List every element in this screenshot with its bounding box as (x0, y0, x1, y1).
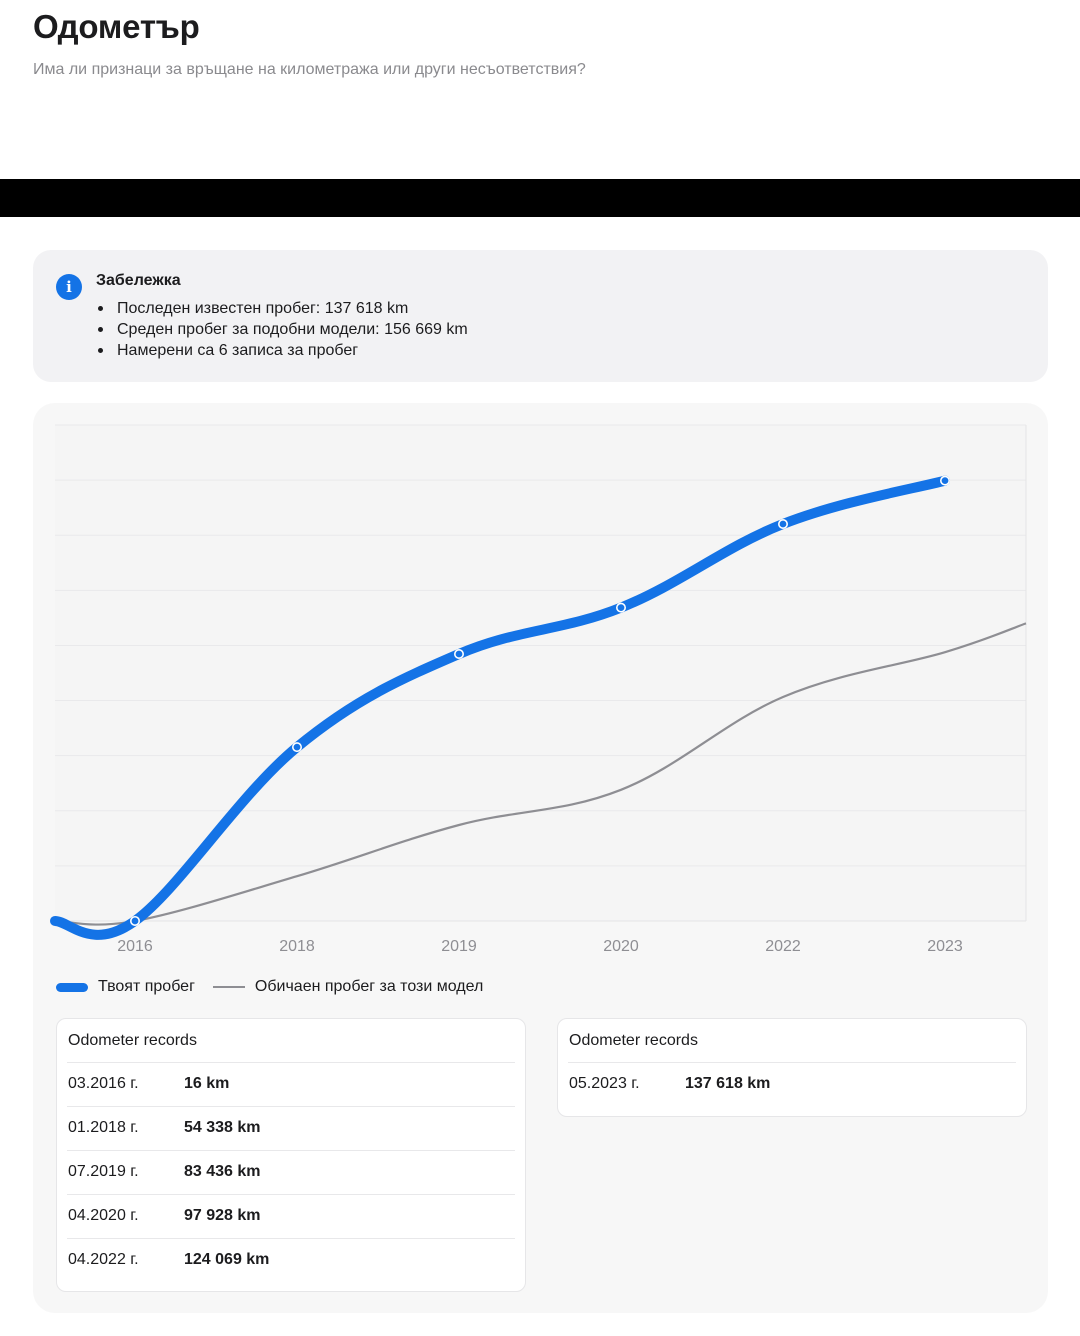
record-date: 07.2019 г. (68, 1163, 139, 1180)
record-row (67, 1062, 515, 1106)
records-title: Odometer records (569, 1032, 698, 1049)
data-point (455, 650, 463, 658)
odometer-records-right (557, 1018, 1027, 1117)
x-tick-label: 2020 (603, 938, 639, 955)
x-tick-label: 2022 (765, 938, 801, 955)
note-title: Забележка (96, 272, 181, 289)
page-subtitle: Има ли признаци за връщане на километража или други несъответствия? (33, 61, 586, 78)
data-point (779, 520, 787, 528)
records-list (568, 1062, 1016, 1106)
legend-label-typical-mileage: Обичаен пробег за този модел (254, 978, 484, 995)
x-tick-label: 2023 (927, 938, 963, 955)
legend-swatch-my-mileage (56, 983, 88, 992)
page-title: Одометър (33, 8, 200, 45)
data-point (293, 743, 301, 751)
record-km: 97 928 km (184, 1207, 261, 1224)
record-row (67, 1106, 515, 1150)
x-tick-label: 2018 (279, 938, 315, 955)
info-icon: i (56, 274, 82, 300)
record-km: 16 km (184, 1075, 230, 1092)
legend-label-my-mileage: Твоят пробег (98, 978, 195, 995)
record-date: 04.2020 г. (68, 1207, 139, 1224)
record-date: 04.2022 г. (68, 1251, 139, 1268)
record-row (67, 1150, 515, 1194)
note-item-records-count: Намерени са 6 записа за пробег (96, 340, 468, 361)
data-point (941, 476, 949, 484)
odometer-records-left (56, 1018, 526, 1292)
data-point (617, 603, 625, 611)
record-row (568, 1062, 1016, 1106)
record-date: 03.2016 г. (68, 1075, 139, 1092)
record-date: 01.2018 г. (68, 1119, 139, 1136)
record-row (67, 1238, 515, 1282)
records-title: Odometer records (68, 1032, 197, 1049)
record-km: 83 436 km (184, 1163, 261, 1180)
record-km: 137 618 km (685, 1075, 771, 1092)
data-point (131, 917, 139, 925)
record-row (67, 1194, 515, 1238)
record-date: 05.2023 г. (569, 1075, 640, 1092)
legend-swatch-typical-mileage (213, 986, 245, 988)
x-tick-label: 2016 (117, 938, 153, 955)
x-tick-label: 2019 (441, 938, 477, 955)
records-list (67, 1062, 515, 1282)
note-item-average-mileage: Среден пробег за подобни модели: 156 669 km (96, 319, 468, 340)
record-km: 124 069 km (184, 1251, 270, 1268)
chart-legend (56, 976, 483, 998)
record-km: 54 338 km (184, 1119, 261, 1136)
note-item-last-mileage: Последен известен пробег: 137 618 km (96, 298, 468, 319)
